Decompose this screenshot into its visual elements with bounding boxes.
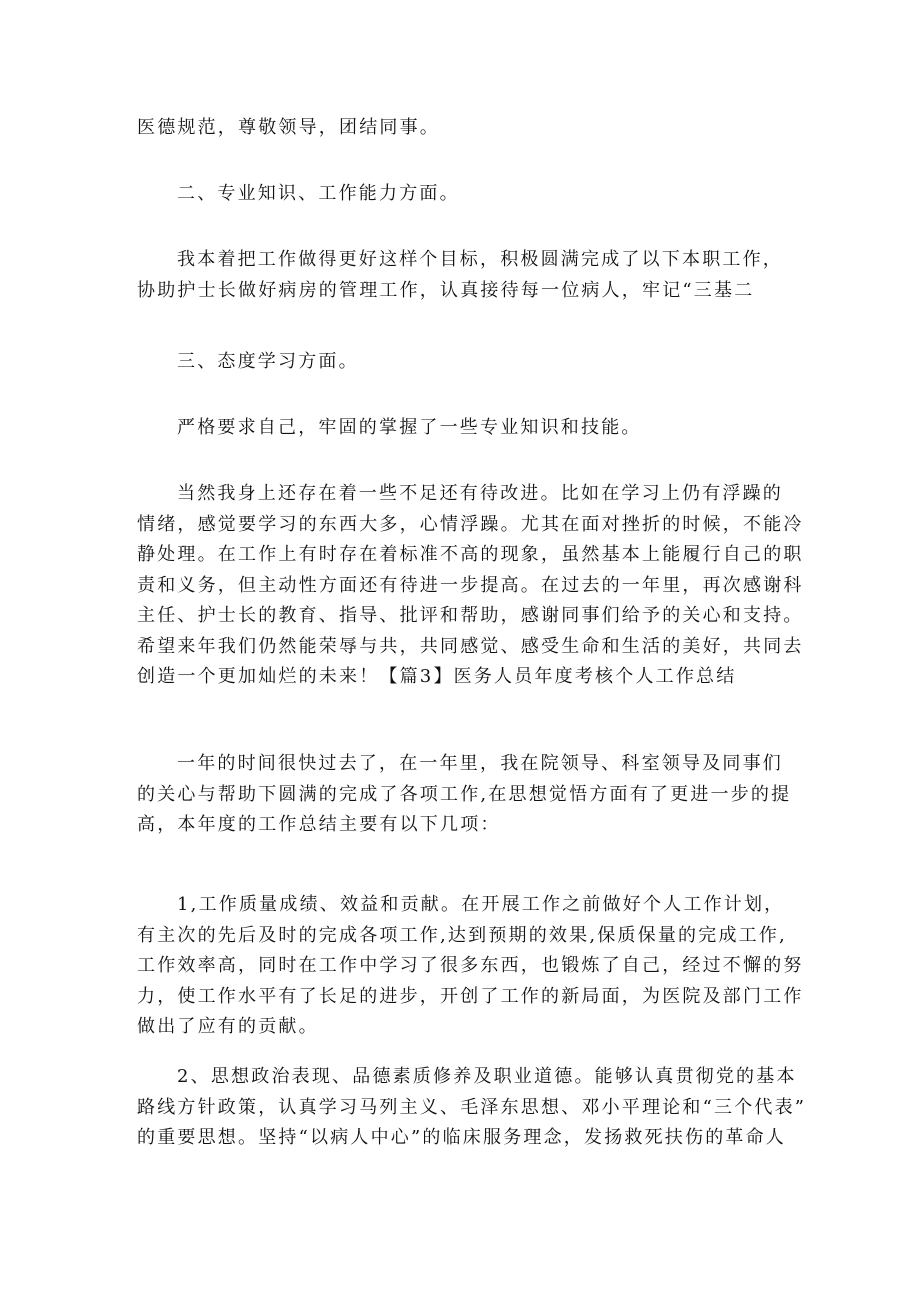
text-line: 我本着把工作做得更好这样个目标，积极圆满完成了以下本职工作， — [177, 249, 783, 270]
text-line: 高，本年度的工作总结主要有以下几项： — [137, 814, 501, 835]
paragraph-self-discipline: 严格要求自己，牢固的掌握了一些专业知识和技能。 — [177, 417, 642, 438]
paragraph-shortcomings — [137, 479, 804, 693]
text-line: 情绪，感觉要学习的东西大多，心情浮躁。尤其在面对挫折的时候，不能冷 — [137, 513, 804, 535]
text-line: 1,工作质量成绩、效益和贡献。在开展工作之前做好个人工作计划， — [177, 894, 785, 915]
paragraph-year-summary — [137, 749, 793, 841]
paragraph-duties — [137, 245, 793, 306]
text-line: 当然我身上还存在着一些不足还有待改进。比如在学习上仍有浮躁的 — [177, 483, 783, 504]
text-line: 希望来年我们仍然能荣辱与共，共同感觉、感受生命和生活的美好，共同去 — [137, 635, 804, 657]
text-line: 有主次的先后及时的完成各项工作,达到预期的效果,保质保量的完成工作, — [137, 924, 787, 946]
text-line: 责和义务，但主动性方面还有待进一步提高。在过去的一年里，再次感谢科 — [137, 574, 804, 596]
section-heading-professional-knowledge: 二、专业知识、工作能力方面。 — [177, 183, 460, 204]
text-line: 路线方针政策，认真学习马列主义、毛泽东思想、邓小平理论和“三个代表” — [137, 1096, 807, 1118]
text-line: 做出了应有的贡献。 — [137, 1016, 319, 1037]
section-heading-attitude-study: 三、态度学习方面。 — [177, 351, 359, 372]
text-line: 力，使工作水平有了长足的进步，开创了工作的新局面，为医院及部门工作 — [137, 985, 804, 1007]
text-line: 静处理。在工作上有时存在着标准不高的现象，虽然基本上能履行自己的职 — [137, 544, 804, 565]
text-line: 的关心与帮助下圆满的完成了各项工作,在思想觉悟方面有了更进一步的提 — [137, 783, 792, 805]
text-line: 主任、护士长的教育、指导、批评和帮助，感谢同事们给予的关心和支持。 — [137, 605, 804, 626]
text-line: 的重要思想。坚持“以病人中心”的临床服务理念，发扬救死扶伤的革命人 — [137, 1127, 787, 1148]
text-line: 协助护士长做好病房的管理工作，认真接待每一位病人，牢记“三基二 — [137, 279, 755, 301]
text-line: 创造一个更加灿烂的未来！【篇3】医务人员年度考核个人工作总结 — [137, 666, 737, 687]
paragraph-political-ethics — [137, 1062, 807, 1154]
text-line: 工作效率高，同时在工作中学习了很多东西，也锻炼了自己，经过不懈的努 — [137, 955, 804, 976]
paragraph-work-quality — [137, 890, 804, 1043]
paragraph-ethics: 医德规范，尊敬领导，团结同事。 — [137, 117, 440, 138]
text-line: 一年的时间很快过去了，在一年里，我在院领导、科室领导及同事们 — [177, 753, 783, 774]
text-line: 2、思想政治表现、品德素质修养及职业道德。能够认真贯彻党的基本 — [177, 1066, 797, 1087]
